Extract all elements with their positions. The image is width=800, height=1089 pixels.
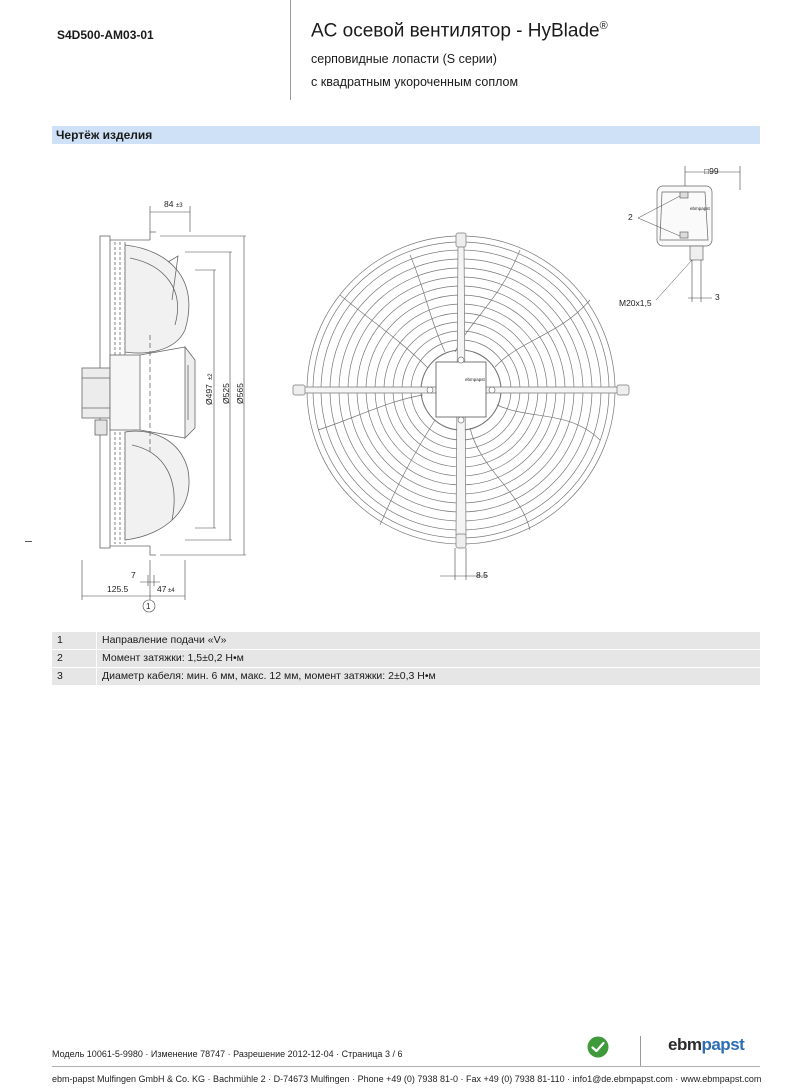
note-row [52,668,760,685]
dim-565: Ø565 [235,383,245,404]
dim-99: □99 [704,166,719,176]
front-view [293,233,629,580]
footer-divider [52,1066,760,1067]
callout-2: 2 [628,212,633,222]
page-title [311,20,608,42]
callout-1: 1 [146,602,151,611]
logo-ebm: ebm [668,1035,702,1054]
dim-497: Ø497 [204,384,214,405]
logo-papst: papst [701,1035,745,1054]
dim-7: 7 [131,570,136,580]
dim-525: Ø525 [221,383,231,404]
registered-mark: ® [599,20,608,32]
dim-84-tol: ±3 [176,203,183,209]
note-divider [96,632,97,649]
note-divider [96,650,97,667]
note-text: Диаметр кабеля: мин. 6 мм, макс. 12 мм, момент затяжки: 2±0,3 Н•м [102,670,436,682]
dim-47: 47 [157,584,167,594]
front-brand-mark: ebmpapst [465,377,485,382]
note-row [52,632,760,649]
note-divider [96,668,97,685]
note-number: 3 [57,670,63,682]
product-drawing [0,150,800,625]
note-number: 1 [57,634,63,646]
logo-divider [640,1036,641,1066]
note-number: 2 [57,652,63,664]
dim-47-tol: ±4 [168,588,175,594]
note-row [52,650,760,667]
company-logo [668,1035,744,1055]
note-text: Направление подачи «V» [102,634,227,646]
callout-3: 3 [715,292,720,302]
section-title: Чертёж изделия [56,128,153,142]
terminal-brand-mark: ebmpapst [690,206,710,211]
footer-model-info: Модель 10061-5-9980 · Изменение 78747 · Разрешение 2012-12-04 · Страница 3 / 6 [52,1049,403,1059]
side-view [82,232,195,555]
footer-company-info: ebm-papst Mulfingen GmbH & Co. KG · Bachmühle 2 · D-74673 Mulfingen · Phone +49 (0) 7938 81-0 · Fax +49 (0) 7938 81-110 · info1@de.ebmpapst.com · www.ebmpapst.com [52,1074,762,1084]
title-text: AC осевой вентилятор - HyBlade [311,20,600,42]
header-divider [290,0,291,100]
dim-125-5: 125.5 [107,584,129,594]
model-number: S4D500-AM03-01 [57,28,154,42]
note-text: Момент затяжки: 1,5±0,2 Н•м [102,652,244,664]
terminal-box-view [638,166,740,302]
subtitle-blades: серповидные лопасти (S серии) [311,52,497,66]
green-tech-badge-icon [587,1036,609,1058]
section-header [52,126,760,144]
dim-497-tol: ±2 [208,373,214,380]
notes-table [52,632,760,686]
subtitle-nozzle: с квадратным укороченным соплом [311,75,519,89]
thread-m20: M20x1,5 [619,298,652,308]
dim-8-5: 8.5 [476,570,488,580]
dim-84: 84 [164,199,174,209]
